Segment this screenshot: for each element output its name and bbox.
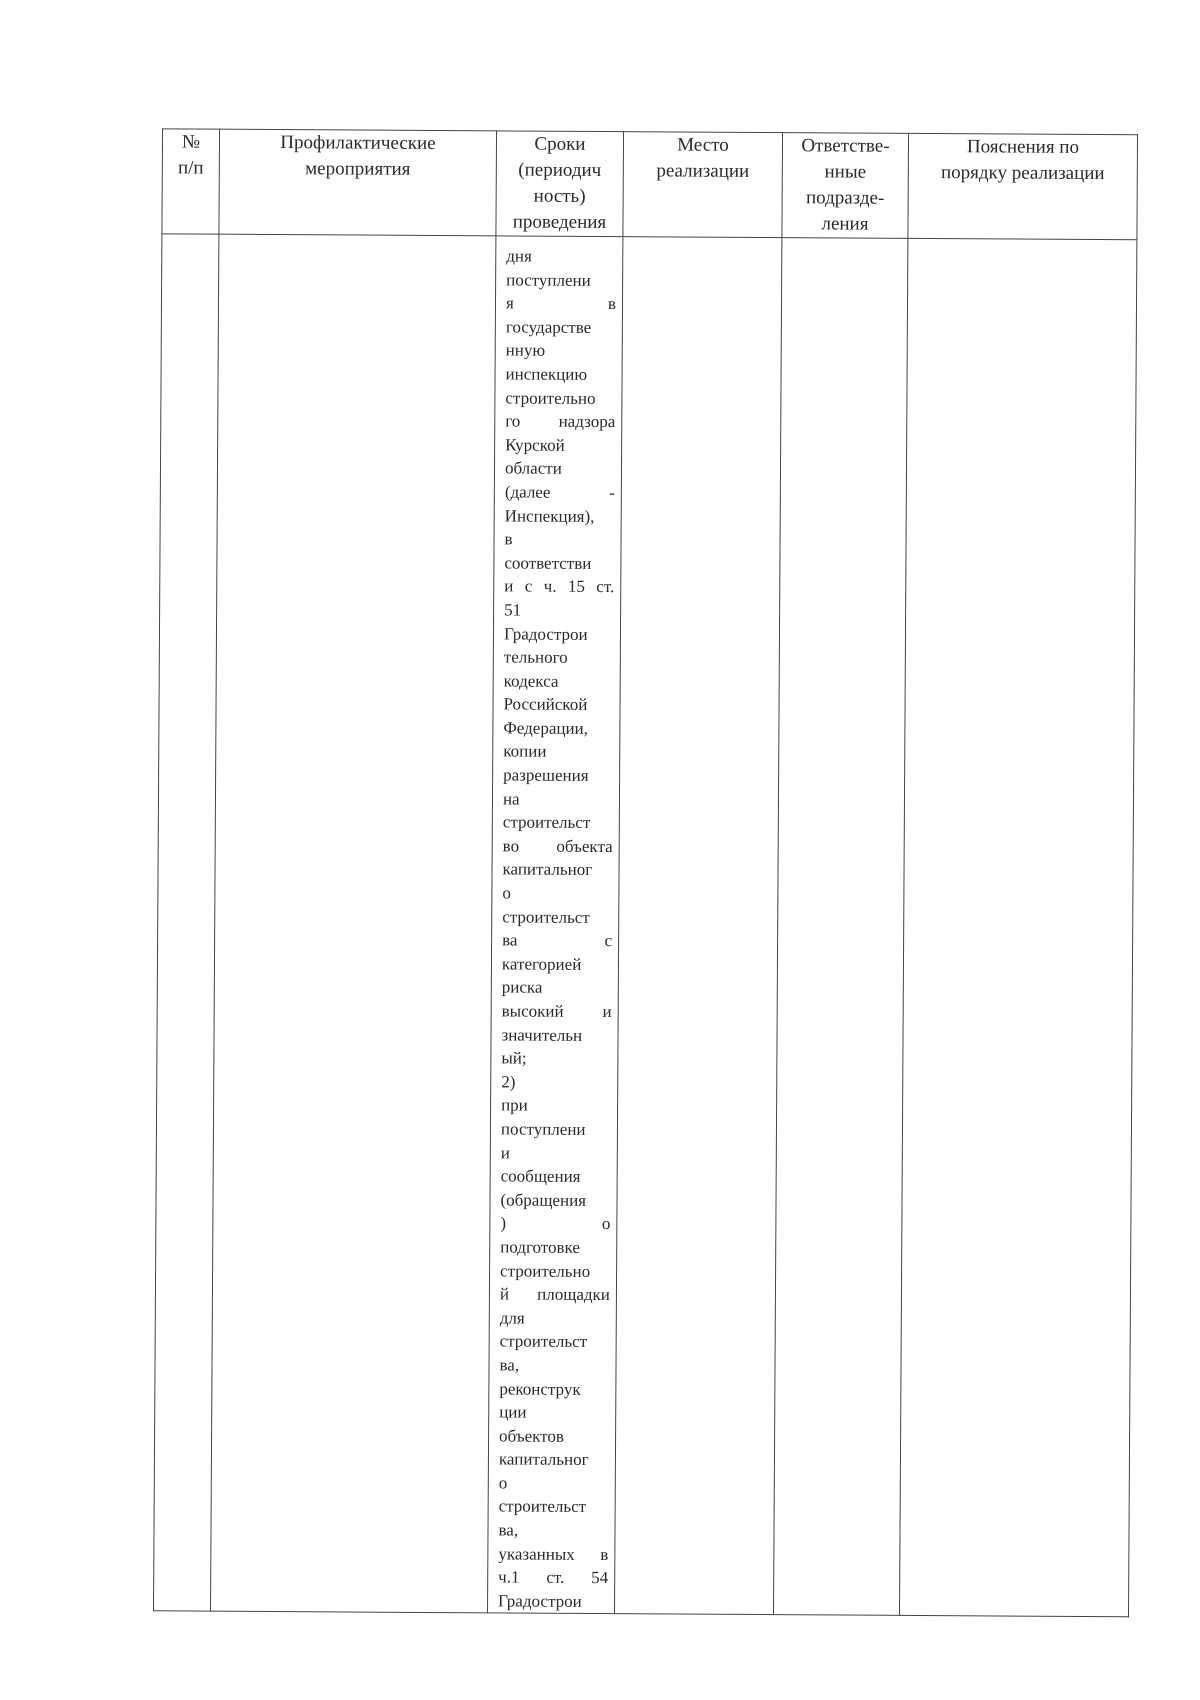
timing-line: реконструк (499, 1378, 581, 1399)
timing-line: в (504, 529, 513, 549)
timing-line: при (501, 1095, 528, 1115)
timing-line: строительст (498, 1496, 587, 1517)
timing-line: ый; (501, 1048, 527, 1068)
cell-notes (899, 238, 1136, 1617)
timing-line: нную (505, 340, 546, 361)
table-header-row (162, 129, 1138, 240)
timing-line: 2) (501, 1072, 516, 1092)
timing-line: ва, (499, 1355, 520, 1375)
timing-line: указанных в (498, 1544, 609, 1564)
timing-line: капитальног (502, 859, 593, 880)
timing-line: строительно (505, 387, 596, 408)
timing-line: строительст (499, 1331, 588, 1352)
timing-line: (обращения (500, 1190, 587, 1210)
timing-line: инспекцию (505, 364, 588, 384)
timing-line: во объекта (502, 836, 613, 856)
header-place: Место реализации (623, 132, 783, 238)
header-timing: Сроки (периодич ность) проведения (496, 131, 624, 237)
timing-line: Российской (503, 694, 588, 715)
timing-line: для (499, 1308, 525, 1328)
header-measures: Профилактические мероприятия (219, 129, 497, 236)
timing-line: го надзора (505, 411, 616, 432)
timing-line: Градострои (503, 623, 588, 644)
timing-line: Курской (505, 435, 565, 455)
timing-line: капитальног (498, 1449, 589, 1470)
timing-line: категорией (501, 954, 582, 974)
header-notes: Пояснения по порядку реализации (908, 133, 1138, 239)
timing-line: 51 (504, 600, 522, 620)
timing-line: строительст (502, 907, 590, 927)
measures-table (153, 128, 1138, 1617)
table-row (154, 234, 1137, 1617)
timing-line: и (500, 1142, 510, 1163)
cell-responsible (773, 238, 907, 1616)
header-num: № п/п (162, 129, 220, 234)
cell-measures (211, 234, 496, 1613)
timing-line: поступлени (506, 270, 591, 290)
timing-line: и с ч. 15 ст. (504, 576, 615, 597)
timing-line: ва с (502, 930, 613, 951)
cell-timing (487, 236, 622, 1614)
timing-line: о (498, 1473, 508, 1493)
timing-line: Федерации, (503, 718, 589, 738)
timing-line: я в (505, 293, 617, 314)
timing-line: кодекса (503, 671, 559, 691)
timing-text (498, 244, 616, 1613)
timing-line: копии (503, 741, 547, 762)
timing-line: ва, (498, 1520, 519, 1540)
timing-line: ции (499, 1402, 527, 1422)
cell-place (614, 237, 781, 1615)
timing-line: тельного (503, 647, 568, 667)
timing-line: дня (506, 246, 532, 266)
timing-line: (далее - (504, 482, 615, 503)
timing-line: области (504, 458, 562, 479)
header-responsible: Ответстве- нные подразде- ления (782, 133, 909, 239)
timing-line: подготовке (500, 1237, 580, 1257)
timing-line: поступлени (500, 1119, 586, 1139)
timing-line: риска (501, 977, 543, 998)
timing-line: ) о (500, 1213, 611, 1234)
timing-line: государстве (505, 317, 592, 337)
timing-line: строительно (500, 1260, 591, 1281)
timing-line: соответстви (504, 553, 592, 573)
timing-line: Инспекция), (504, 505, 595, 526)
timing-line: разрешения (503, 765, 589, 786)
timing-line: объектов (499, 1426, 564, 1446)
timing-line: о (502, 883, 511, 903)
cell-num (154, 234, 219, 1612)
timing-line: й площадки (499, 1284, 611, 1305)
timing-line: строительст (502, 812, 591, 833)
timing-line: сообщения (500, 1166, 581, 1187)
timing-line: ч.1 ст. 54 (498, 1567, 609, 1588)
timing-line: Градострои (498, 1591, 582, 1611)
timing-line: значительн (501, 1025, 583, 1045)
timing-line: высокий и (501, 1001, 612, 1022)
timing-line: на (502, 789, 520, 809)
